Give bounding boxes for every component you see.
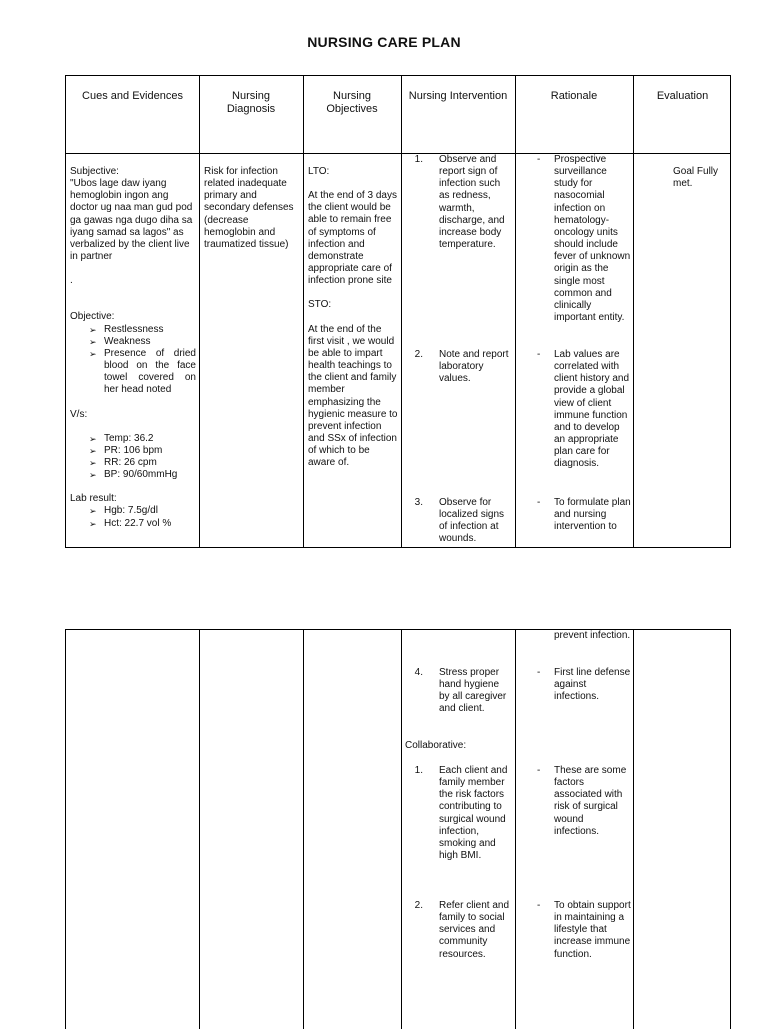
rationale-dash: - <box>537 497 541 508</box>
collaborative-label: Collaborative: <box>405 740 467 751</box>
vital-sign-item: ➢ BP: 90/60mmHg <box>70 469 196 481</box>
rationale-dash: - <box>537 667 541 678</box>
vital-sign-item: ➢ PR: 106 bpm <box>70 445 196 457</box>
evaluation-cell: Goal Fully met. <box>673 166 719 190</box>
rationale-text: First line defense against infections. <box>554 667 631 703</box>
intervention-item-3 <box>401 497 515 546</box>
column-divider <box>633 630 634 1029</box>
intervention-number: 2. <box>414 900 423 911</box>
vital-sign-item: ➢ RR: 26 cpm <box>70 457 196 469</box>
objectives-cell <box>308 166 398 469</box>
rationale-dash: - <box>537 900 541 911</box>
rationale-item-1 <box>515 154 633 324</box>
rationale-item-4 <box>515 667 633 703</box>
objective-item: ➢ Restlessness <box>70 324 196 336</box>
intervention-number: 1. <box>414 765 423 776</box>
intervention-number: 4. <box>414 667 423 678</box>
intervention-number: 2. <box>414 349 423 360</box>
header-intervention: Nursing Intervention <box>408 90 508 102</box>
document-title: NURSING CARE PLAN <box>307 34 461 50</box>
subjective-label: Subjective: <box>70 166 119 177</box>
subjective-quote: "Ubos lage daw iyang hemoglobin ingon ang doctor ug naa man gud pod ga gawas nga dugo diha sa iyang samad sa lagos" as verbalized by the client live in partner <box>70 178 193 263</box>
care-plan-table-page-1 <box>65 75 731 548</box>
vital-sign-item: ➢ Temp: 36.2 <box>70 433 196 445</box>
sto-label: STO: <box>308 299 332 311</box>
intervention-text: Observe and report sign of infection such as redness, warmth, discharge, and increase body temperature. <box>439 154 505 251</box>
vs-label: V/s: <box>70 408 88 420</box>
rationale-text: Lab values are correlated with client history and provide a global view of client immune function and to develop an appropriate plan care for diagnosis. <box>554 349 630 470</box>
diagnosis-cell: Risk for infection related inadequate primary and secondary defenses (decrease hemoglobin and traumatized tissue) <box>204 166 294 250</box>
collaborative-item-1 <box>401 765 515 862</box>
lto-text: At the end of 3 days the client would be able to remain free of symptoms of infection and demonstrate appropriate care of infection prone site <box>308 190 397 287</box>
intervention-text: Each client and family member the risk factors contributing to surgical wound infection, smoking and high BMI. <box>439 765 508 862</box>
header-evaluation: Evaluation <box>656 90 709 102</box>
objective-item: ➢ Weakness <box>70 336 196 348</box>
header-objectives: Nursing Objectives <box>326 90 378 115</box>
rationale-dash: - <box>537 154 541 165</box>
sto-text: At the end of the first visit , we would be able to impart health teachings to the client and family member emphasizing the hygienic measure to prevent infection and SSx of infection of which to be aware of. <box>308 323 398 469</box>
header-rationale: Rationale <box>550 90 598 102</box>
cues-cell <box>70 166 196 546</box>
intervention-text: Refer client and family to social services and community resources. <box>439 900 510 960</box>
intervention-text: Note and report laboratory values. <box>439 349 509 385</box>
objective-item: ➢ Presence of dried blood on the face towel covered on her head noted <box>70 348 196 397</box>
rationale-text: To obtain support in maintaining a lifestyle that increase immune function. <box>554 900 631 960</box>
intervention-item-2 <box>401 349 515 385</box>
header-cues: Cues and Evidences <box>82 90 183 102</box>
lab-item: ➢ Hgb: 7.5g/dl <box>70 505 196 517</box>
lab-item: ➢ Hct: 22.7 vol % <box>70 518 196 530</box>
rationale-text: To formulate plan and nursing intervention to <box>554 497 631 533</box>
collaborative-item-2 <box>401 900 515 961</box>
column-divider <box>199 630 200 1029</box>
rationale-text: Prospective surveillance study for nasocomial infection on hematology-oncology units should include fever of unknown origin as the single most common and clinically important entity. <box>554 154 631 324</box>
rationale-text: prevent infection. <box>554 630 631 641</box>
rationale-text: These are some factors associated with risk of surgical wound infections. <box>554 765 627 837</box>
intervention-text: Stress proper hand hygiene by all caregiver and client. <box>439 667 507 715</box>
intervention-item-1 <box>401 154 515 251</box>
rationale-dash: - <box>537 349 541 360</box>
column-divider <box>303 630 304 1029</box>
rationale-item-6 <box>515 900 633 961</box>
intervention-text: Observe for localized signs of infection at wounds. <box>439 497 505 545</box>
intervention-number: 3. <box>414 497 423 508</box>
lto-label: LTO: <box>308 166 330 177</box>
header-diagnosis: Nursing Diagnosis <box>226 90 276 115</box>
rationale-dash: - <box>537 765 541 776</box>
intervention-item-4 <box>401 667 515 716</box>
rationale-item-3 <box>515 497 633 547</box>
rationale-continuation <box>515 630 633 642</box>
intervention-number: 1. <box>414 154 423 165</box>
objective-label: Objective: <box>70 311 115 323</box>
rationale-item-5 <box>515 765 633 838</box>
care-plan-table-page-2 <box>65 629 731 1029</box>
rationale-item-2 <box>515 349 633 471</box>
dot-text: . <box>70 275 73 287</box>
lab-label: Lab result: <box>70 493 117 505</box>
